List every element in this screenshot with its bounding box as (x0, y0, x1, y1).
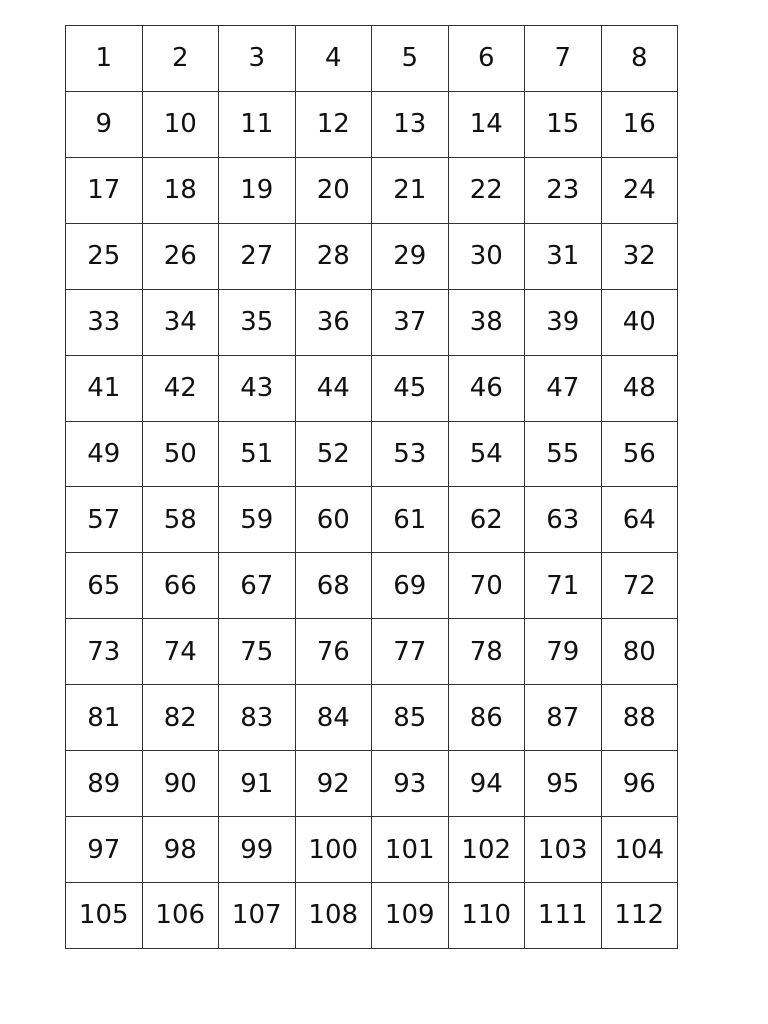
grid-cell: 43 (219, 355, 296, 421)
grid-row (66, 157, 678, 223)
grid-cell: 85 (372, 685, 449, 751)
grid-cell: 23 (525, 157, 602, 223)
grid-cell: 63 (525, 487, 602, 553)
grid-cell: 112 (601, 882, 678, 948)
grid-cell: 14 (448, 91, 525, 157)
grid-cell: 101 (372, 817, 449, 883)
number-grid (65, 25, 678, 949)
grid-cell: 70 (448, 553, 525, 619)
grid-cell: 90 (142, 751, 219, 817)
grid-cell: 4 (295, 26, 372, 92)
grid-cell: 65 (66, 553, 143, 619)
grid-cell: 52 (295, 421, 372, 487)
grid-cell: 26 (142, 223, 219, 289)
grid-cell: 57 (66, 487, 143, 553)
grid-cell: 21 (372, 157, 449, 223)
grid-cell: 42 (142, 355, 219, 421)
grid-cell: 67 (219, 553, 296, 619)
grid-cell: 80 (601, 619, 678, 685)
grid-row (66, 223, 678, 289)
grid-cell: 51 (219, 421, 296, 487)
grid-cell: 78 (448, 619, 525, 685)
grid-cell: 39 (525, 289, 602, 355)
grid-cell: 16 (601, 91, 678, 157)
grid-cell: 109 (372, 882, 449, 948)
grid-cell: 45 (372, 355, 449, 421)
grid-cell: 111 (525, 882, 602, 948)
grid-cell: 84 (295, 685, 372, 751)
grid-row (66, 421, 678, 487)
grid-cell: 62 (448, 487, 525, 553)
grid-cell: 7 (525, 26, 602, 92)
grid-cell: 54 (448, 421, 525, 487)
grid-cell: 17 (66, 157, 143, 223)
grid-cell: 25 (66, 223, 143, 289)
grid-cell: 71 (525, 553, 602, 619)
grid-cell: 49 (66, 421, 143, 487)
grid-cell: 81 (66, 685, 143, 751)
grid-cell: 12 (295, 91, 372, 157)
grid-cell: 27 (219, 223, 296, 289)
grid-cell: 18 (142, 157, 219, 223)
grid-cell: 41 (66, 355, 143, 421)
grid-cell: 74 (142, 619, 219, 685)
grid-cell: 79 (525, 619, 602, 685)
grid-cell: 53 (372, 421, 449, 487)
grid-row (66, 817, 678, 883)
grid-cell: 9 (66, 91, 143, 157)
grid-cell: 30 (448, 223, 525, 289)
grid-cell: 60 (295, 487, 372, 553)
grid-cell: 96 (601, 751, 678, 817)
grid-cell: 61 (372, 487, 449, 553)
grid-cell: 36 (295, 289, 372, 355)
grid-cell: 11 (219, 91, 296, 157)
grid-cell: 24 (601, 157, 678, 223)
grid-cell: 69 (372, 553, 449, 619)
grid-cell: 40 (601, 289, 678, 355)
grid-cell: 92 (295, 751, 372, 817)
grid-row (66, 289, 678, 355)
grid-cell: 76 (295, 619, 372, 685)
grid-cell: 50 (142, 421, 219, 487)
grid-cell: 37 (372, 289, 449, 355)
grid-row (66, 91, 678, 157)
grid-cell: 105 (66, 882, 143, 948)
grid-row (66, 882, 678, 948)
grid-cell: 29 (372, 223, 449, 289)
grid-cell: 83 (219, 685, 296, 751)
grid-cell: 72 (601, 553, 678, 619)
grid-cell: 98 (142, 817, 219, 883)
grid-cell: 56 (601, 421, 678, 487)
grid-cell: 104 (601, 817, 678, 883)
grid-cell: 20 (295, 157, 372, 223)
grid-cell: 15 (525, 91, 602, 157)
grid-cell: 13 (372, 91, 449, 157)
grid-cell: 35 (219, 289, 296, 355)
grid-cell: 59 (219, 487, 296, 553)
grid-cell: 100 (295, 817, 372, 883)
grid-cell: 58 (142, 487, 219, 553)
grid-cell: 22 (448, 157, 525, 223)
grid-cell: 33 (66, 289, 143, 355)
grid-cell: 19 (219, 157, 296, 223)
grid-cell: 87 (525, 685, 602, 751)
number-grid-body (66, 26, 678, 949)
grid-cell: 2 (142, 26, 219, 92)
grid-cell: 6 (448, 26, 525, 92)
grid-row (66, 355, 678, 421)
grid-cell: 68 (295, 553, 372, 619)
grid-cell: 94 (448, 751, 525, 817)
grid-cell: 89 (66, 751, 143, 817)
grid-row (66, 619, 678, 685)
grid-cell: 48 (601, 355, 678, 421)
grid-row (66, 26, 678, 92)
grid-cell: 107 (219, 882, 296, 948)
grid-cell: 44 (295, 355, 372, 421)
grid-cell: 10 (142, 91, 219, 157)
grid-row (66, 553, 678, 619)
grid-cell: 108 (295, 882, 372, 948)
grid-cell: 110 (448, 882, 525, 948)
grid-cell: 1 (66, 26, 143, 92)
grid-cell: 86 (448, 685, 525, 751)
grid-cell: 5 (372, 26, 449, 92)
grid-cell: 47 (525, 355, 602, 421)
grid-cell: 99 (219, 817, 296, 883)
grid-row (66, 487, 678, 553)
grid-cell: 102 (448, 817, 525, 883)
grid-cell: 93 (372, 751, 449, 817)
grid-cell: 64 (601, 487, 678, 553)
grid-cell: 3 (219, 26, 296, 92)
grid-cell: 77 (372, 619, 449, 685)
grid-cell: 66 (142, 553, 219, 619)
grid-cell: 91 (219, 751, 296, 817)
grid-cell: 103 (525, 817, 602, 883)
grid-cell: 28 (295, 223, 372, 289)
grid-cell: 97 (66, 817, 143, 883)
grid-cell: 55 (525, 421, 602, 487)
grid-cell: 34 (142, 289, 219, 355)
grid-cell: 82 (142, 685, 219, 751)
grid-cell: 75 (219, 619, 296, 685)
grid-row (66, 751, 678, 817)
grid-cell: 88 (601, 685, 678, 751)
grid-cell: 106 (142, 882, 219, 948)
grid-cell: 73 (66, 619, 143, 685)
grid-cell: 95 (525, 751, 602, 817)
grid-cell: 46 (448, 355, 525, 421)
grid-cell: 31 (525, 223, 602, 289)
grid-cell: 32 (601, 223, 678, 289)
grid-row (66, 685, 678, 751)
grid-cell: 8 (601, 26, 678, 92)
grid-cell: 38 (448, 289, 525, 355)
